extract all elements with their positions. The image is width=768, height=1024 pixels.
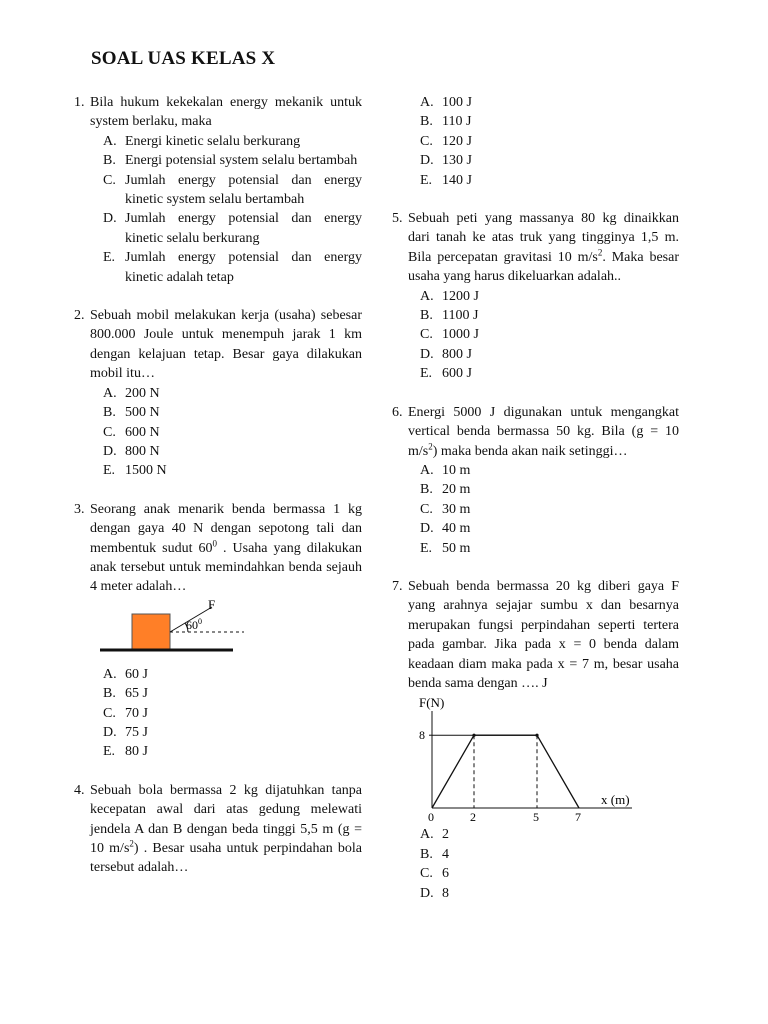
option-text: Energi potensial system selalu bertambah — [125, 153, 358, 169]
question-5 — [392, 209, 679, 384]
question-number: 6. — [392, 404, 403, 420]
x-tick-label: 0 — [428, 810, 434, 825]
question-7 — [392, 577, 679, 903]
option-label: C. — [103, 705, 116, 721]
option-label: D. — [420, 346, 434, 362]
option-label: E. — [420, 172, 433, 188]
option-text: Jumlah energy potensial dan energy kinetic system selalu bertambah — [125, 172, 362, 208]
option-item[interactable] — [392, 884, 679, 903]
option-text: 1100 J — [442, 308, 479, 324]
option-label: D. — [103, 724, 117, 740]
option-item[interactable] — [74, 151, 362, 170]
option-text: 80 J — [125, 744, 148, 760]
option-item[interactable] — [74, 704, 362, 723]
data-point — [472, 734, 475, 737]
force-series-line — [432, 736, 579, 809]
question-2 — [74, 306, 362, 481]
option-list — [392, 287, 679, 384]
force-label: F — [208, 598, 216, 612]
block — [132, 614, 170, 649]
option-item[interactable] — [392, 151, 679, 170]
superscript: 2 — [129, 838, 134, 849]
superscript: 0 — [212, 537, 217, 548]
option-item[interactable] — [74, 171, 362, 210]
option-item[interactable] — [392, 325, 679, 344]
option-item[interactable] — [74, 442, 362, 461]
option-label: D. — [420, 885, 434, 901]
option-text: 140 J — [442, 172, 472, 188]
option-item[interactable] — [74, 665, 362, 684]
option-label: B. — [420, 846, 433, 862]
x-tick-label: 7 — [575, 810, 581, 825]
option-item[interactable] — [392, 306, 679, 325]
option-label: A. — [420, 462, 434, 478]
option-text: 100 J — [442, 95, 472, 110]
question-text: Sebuah mobil melakukan kerja (usaha) sebesar 800.000 Joule untuk menempuh jarak 1 km dengan kelajuan tetap. Besar gaya dilakukan mobil itu… — [90, 308, 362, 382]
option-text: 30 m — [442, 501, 471, 517]
question-number: 4. — [74, 782, 85, 798]
option-text: 50 m — [442, 540, 471, 556]
option-list — [392, 461, 679, 558]
option-item[interactable] — [74, 742, 362, 761]
option-item[interactable] — [392, 364, 679, 383]
option-label: E. — [103, 744, 116, 760]
option-item[interactable] — [392, 864, 679, 883]
option-label: B. — [103, 686, 116, 702]
option-item[interactable] — [392, 845, 679, 864]
option-text: 2 — [442, 827, 449, 843]
question-text-part: . Usaha yang dilakukan anak tersebut untuk memindahkan benda sejauh 4 meter adalah… — [90, 540, 362, 595]
question-text: Sebuah benda bermassa 20 kg diberi gaya F yang arahnya sejajar sumbu x dan besarnya merupakan fungsi perpindahan seperti tertera pada gambar. Jika pada x = 0 benda dalam keadaan diam maka pada x = 7 m, besar usaha benda sama dengan …. J — [408, 578, 679, 691]
option-item[interactable] — [392, 345, 679, 364]
option-label: C. — [103, 172, 116, 188]
question-1 — [74, 93, 362, 287]
superscript: 2 — [597, 247, 603, 258]
option-text: 1200 J — [442, 288, 479, 304]
data-point — [535, 734, 538, 737]
option-text: 6 — [442, 866, 449, 882]
option-text: 200 N — [125, 385, 160, 401]
option-text: 60 J — [125, 666, 148, 682]
option-item[interactable] — [392, 480, 679, 499]
force-displacement-chart — [392, 693, 679, 825]
question-6 — [392, 403, 679, 558]
left-column — [74, 93, 362, 897]
page-title: SOAL UAS KELAS X — [91, 48, 276, 69]
question-number: 1. — [74, 95, 85, 110]
option-item[interactable] — [392, 519, 679, 538]
option-item[interactable] — [392, 539, 679, 558]
option-list — [392, 825, 679, 903]
option-item[interactable] — [392, 93, 679, 112]
option-item[interactable] — [392, 500, 679, 519]
option-text: 1000 J — [442, 327, 479, 343]
option-text: 600 N — [125, 424, 160, 440]
question-text — [90, 781, 362, 878]
option-item[interactable] — [392, 171, 679, 190]
question-text-part: Sebuah peti yang massanya 80 kg dinaikkan dari tanah ke atas truk yang tingginya 1,5 m. Bila percepatan gravitasi 10 m/s — [408, 211, 679, 265]
option-label: C. — [420, 327, 433, 343]
option-label: A. — [420, 288, 434, 304]
option-text: 70 J — [125, 705, 148, 721]
y-tick-label: 8 — [419, 728, 425, 743]
option-label: B. — [420, 482, 433, 498]
option-text: 600 J — [442, 366, 472, 382]
question-number: 3. — [74, 501, 85, 517]
option-text: 20 m — [442, 482, 471, 498]
option-label: D. — [420, 521, 434, 537]
question-number: 7. — [392, 578, 403, 594]
option-text: Energi kinetic selalu berkurang — [125, 133, 301, 149]
question-3 — [74, 500, 362, 762]
option-text: 8 — [442, 885, 449, 901]
question-text-part: Seorang anak menarik benda bermassa 1 kg dengan gaya 40 N dengan sepotong tali dan membentuk sudut 60 — [90, 501, 362, 556]
superscript: 2 — [428, 440, 433, 451]
option-text: 65 J — [125, 686, 148, 702]
x-tick-label: 2 — [470, 810, 476, 825]
option-label: D. — [103, 211, 117, 227]
option-text: 800 N — [125, 443, 160, 459]
question-text-part: . Maka besar usaha yang harus dikeluarkan adalah.. — [408, 249, 680, 285]
option-text: 120 J — [442, 133, 472, 149]
option-item[interactable] — [392, 287, 679, 306]
option-item[interactable] — [392, 132, 679, 151]
option-list — [74, 132, 362, 287]
option-label: B. — [103, 153, 116, 169]
option-label: E. — [103, 250, 116, 266]
option-item[interactable] — [74, 423, 362, 442]
option-item[interactable] — [74, 461, 362, 480]
option-text: 10 m — [442, 462, 471, 478]
question-text — [90, 500, 362, 597]
question-text-part: ) . Besar usaha untuk perpindahan bola tersebut adalah… — [90, 841, 362, 876]
angle-label: $60^0$ — [186, 616, 202, 632]
option-label: C. — [103, 424, 116, 440]
option-item[interactable] — [74, 403, 362, 422]
question-text-part: Sebuah bola bermassa 2 kg dijatuhkan tanpa kecepatan awal dari atas gedung melewati jendela A dan B dengan beda tinggi 5,5 m (g = 10 m/s — [90, 782, 362, 856]
option-label: E. — [103, 463, 116, 479]
option-item[interactable] — [74, 723, 362, 742]
pulling-block-figure — [74, 599, 362, 663]
option-label: A. — [103, 385, 117, 401]
option-text: 1500 N — [125, 463, 167, 479]
option-list — [74, 665, 362, 762]
question-number: 2. — [74, 308, 85, 324]
y-axis-label: F(N) — [419, 695, 445, 711]
question-text: Bila hukum kekekalan energy mekanik untuk system berlaku, maka — [90, 95, 362, 130]
option-label: E. — [420, 366, 433, 382]
option-label: A. — [420, 95, 434, 110]
option-item[interactable] — [392, 825, 679, 844]
option-item[interactable] — [392, 112, 679, 131]
question-number: 5. — [392, 211, 403, 227]
option-text: 110 J — [442, 114, 472, 130]
option-label: B. — [420, 308, 433, 324]
option-label: B. — [103, 405, 116, 421]
option-item[interactable] — [74, 132, 362, 151]
question-text — [408, 403, 679, 461]
question-text-part: ) maka benda akan naik setinggi… — [432, 443, 628, 459]
option-label: C. — [420, 866, 433, 882]
option-list — [74, 384, 362, 481]
option-text: 75 J — [125, 724, 148, 740]
option-text: 130 J — [442, 153, 472, 169]
option-text: 500 N — [125, 405, 160, 421]
question-4 — [74, 781, 362, 878]
option-item[interactable] — [74, 384, 362, 403]
option-list — [392, 93, 679, 190]
option-text: Jumlah energy potensial dan energy kinetic selalu berkurang — [125, 211, 362, 246]
option-label: B. — [420, 114, 433, 130]
right-column — [392, 93, 679, 922]
question-text-part: Energi 5000 J digunakan untuk mengangkat vertical benda bermassa 50 kg. Bila (g = 10 m/s — [408, 404, 679, 459]
x-axis-label: x (m) — [601, 792, 630, 808]
option-text: 40 m — [442, 521, 471, 537]
question-4-options — [392, 93, 679, 190]
option-text: 800 J — [442, 346, 472, 362]
option-text: Jumlah energy potensial dan energy kinetic adalah tetap — [125, 250, 362, 285]
question-text — [408, 209, 679, 287]
x-tick-label: 5 — [533, 810, 539, 825]
option-label: A. — [103, 133, 117, 149]
option-item[interactable] — [74, 209, 362, 248]
option-label: A. — [420, 827, 434, 843]
option-label: D. — [420, 153, 434, 169]
option-label: C. — [420, 501, 433, 517]
option-item[interactable] — [74, 684, 362, 703]
option-label: A. — [103, 666, 117, 682]
option-item[interactable] — [74, 248, 362, 287]
option-text: 4 — [442, 846, 449, 862]
option-label: E. — [420, 540, 433, 556]
option-item[interactable] — [392, 461, 679, 480]
option-label: C. — [420, 133, 433, 149]
option-label: D. — [103, 443, 117, 459]
